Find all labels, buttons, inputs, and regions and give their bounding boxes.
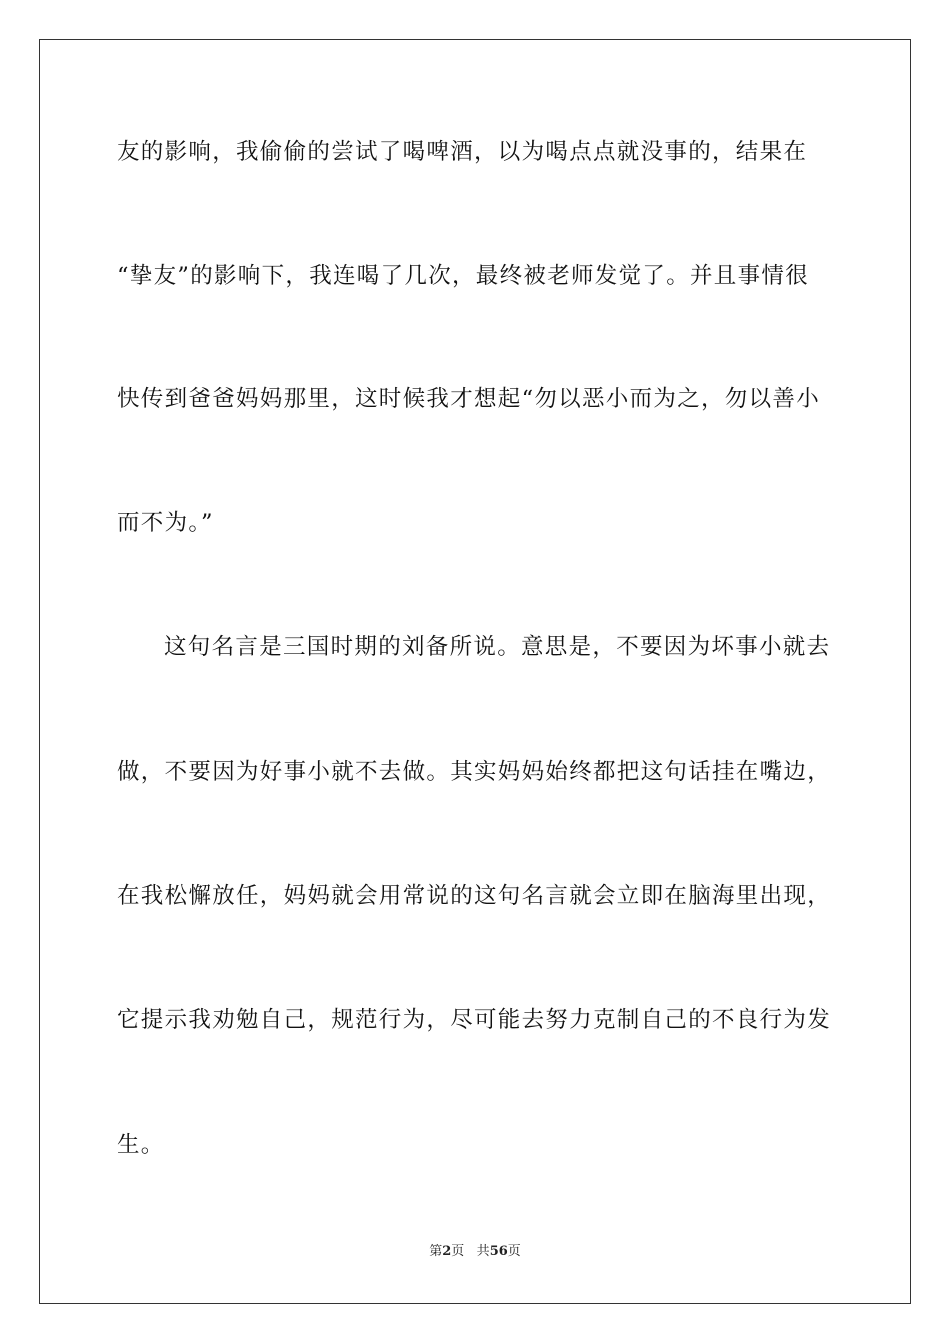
total-pages: 56	[489, 1244, 508, 1259]
text-line-3: 快传到爸爸妈妈那里，这时候我才想起“勿以恶小而为之，勿以善小	[117, 386, 821, 412]
page-frame	[39, 39, 911, 1304]
text-line-1: 友的影响，我偷偷的尝试了喝啤酒，以为喝点点就没事的，结果在	[117, 139, 808, 165]
total-label-prefix: 共	[476, 1244, 490, 1259]
page-number: 2	[442, 1244, 452, 1259]
page-label-prefix: 第	[429, 1244, 443, 1259]
page-footer	[0, 1243, 950, 1261]
total-label-suffix: 页	[507, 1244, 521, 1259]
paragraph-2-line-2: 做，不要因为好事小就不去做。其实妈妈始终都把这句话挂在嘴边，	[117, 759, 832, 785]
text-line-4: 而不为。”	[117, 510, 214, 536]
paragraph-2-line-3: 在我松懈放任，妈妈就会用常说的这句名言就会立即在脑海里出现，	[117, 883, 832, 909]
paragraph-2-line-1: 这句名言是三国时期的刘备所说。意思是，不要因为坏事小就去	[164, 634, 831, 660]
page-label-suffix: 页	[451, 1244, 465, 1259]
text-line-2: “挚友”的影响下，我连喝了几次，最终被老师发觉了。并且事情很	[117, 263, 810, 289]
paragraph-2-line-5: 生。	[117, 1132, 165, 1158]
paragraph-2-line-4: 它提示我劝勉自己，规范行为，尽可能去努力克制自己的不良行为发	[117, 1007, 832, 1033]
